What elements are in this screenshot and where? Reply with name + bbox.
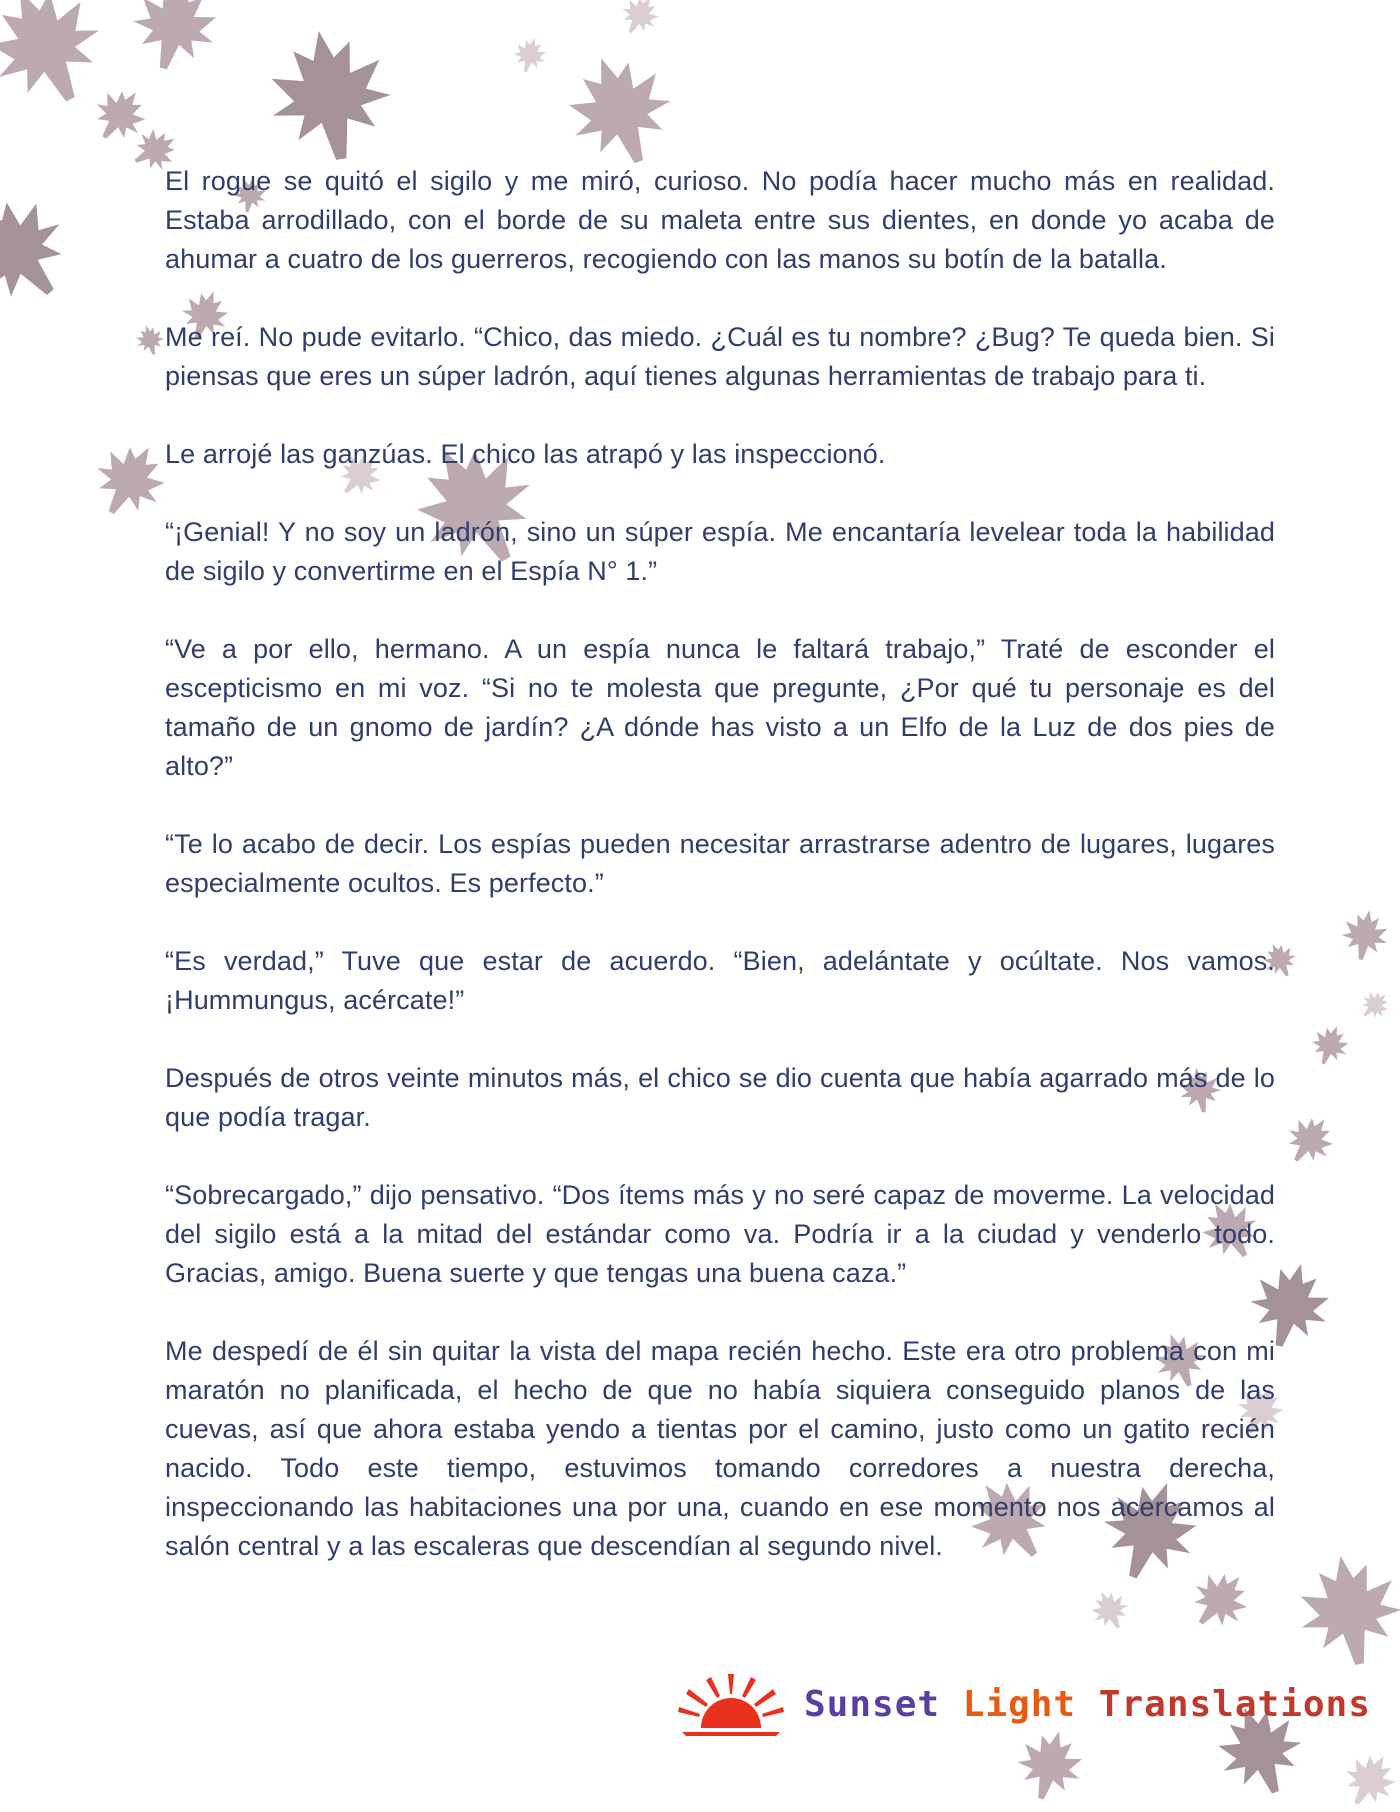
paragraph: “Sobrecargado,” dijo pensativo. “Dos ítems más y no seré capaz de moverme. La velocidad del sigilo está a la mitad del estándar como va. Podría ir a la ciudad y venderlo todo. Gracias, amigo. Buena suerte y que tengas una buena caza.” — [165, 1180, 1275, 1288]
paragraph: “Te lo acabo de decir. Los espías pueden necesitar arrastrarse adentro de lugares, lugares especialmente ocultos. Es perfecto.” — [165, 829, 1275, 898]
chapter-text — [165, 162, 1275, 1566]
logo-word: Sunset — [804, 1684, 941, 1725]
paragraph: El rogue se quitó el sigilo y me miró, curioso. No podía hacer mucho más en realidad. Estaba arrodillado, con el borde de su maleta entre sus dientes, en donde yo acaba de ahumar a cuatro de los guerreros, recogiendo con las manos su botín de la batalla. — [165, 166, 1275, 274]
translator-logo — [676, 1670, 1371, 1740]
logo-wordmark — [804, 1680, 1371, 1730]
paragraph: Me despedí de él sin quitar la vista del mapa recién hecho. Este era otro problema con mi maratón no planificada, el hecho de que no había siquiera conseguido planos de las cuevas, así que ahora estaba yendo a tientas por el camino, justo como un gatito recién nacido. Todo este tiempo, estuvimos tomando corredores a nuestra derecha, inspeccionando las habitaciones una por una, cuando en ese momento nos acercamos al salón central y a las escaleras que descendían al segundo nivel. — [165, 1336, 1275, 1561]
paragraph: Me reí. No pude evitarlo. “Chico, das miedo. ¿Cuál es tu nombre? ¿Bug? Te queda bien. Si piensas que eres un súper ladrón, aquí tienes algunas herramientas de trabajo para ti. — [165, 322, 1275, 391]
paragraph: “¡Genial! Y no soy un ladrón, sino un súper espía. Me encantaría levelear toda la habilidad de sigilo y convertirme en el Espía N° 1.” — [165, 517, 1275, 586]
paragraph: “Ve a por ello, hermano. A un espía nunca le faltará trabajo,” Traté de esconder el escepticismo en mi voz. “Si no te molesta que pregunte, ¿Por qué tu personaje es del tamaño de un gnomo de jardín? ¿A dónde has visto a un Elfo de la Luz de dos pies de alto?” — [165, 634, 1275, 781]
paragraph: Después de otros veinte minutos más, el chico se dio cuenta que había agarrado más de lo que podía tragar. — [165, 1063, 1275, 1132]
logo-word: Translations — [1098, 1684, 1371, 1725]
logo-word: Light — [962, 1684, 1077, 1725]
sunset-icon — [676, 1670, 786, 1740]
paragraph: Le arrojé las ganzúas. El chico las atrapó y las inspeccionó. — [165, 439, 886, 469]
paragraph: “Es verdad,” Tuve que estar de acuerdo. “Bien, adelántate y ocúltate. Nos vamos. ¡Hummungus, acércate!” — [165, 946, 1275, 1015]
